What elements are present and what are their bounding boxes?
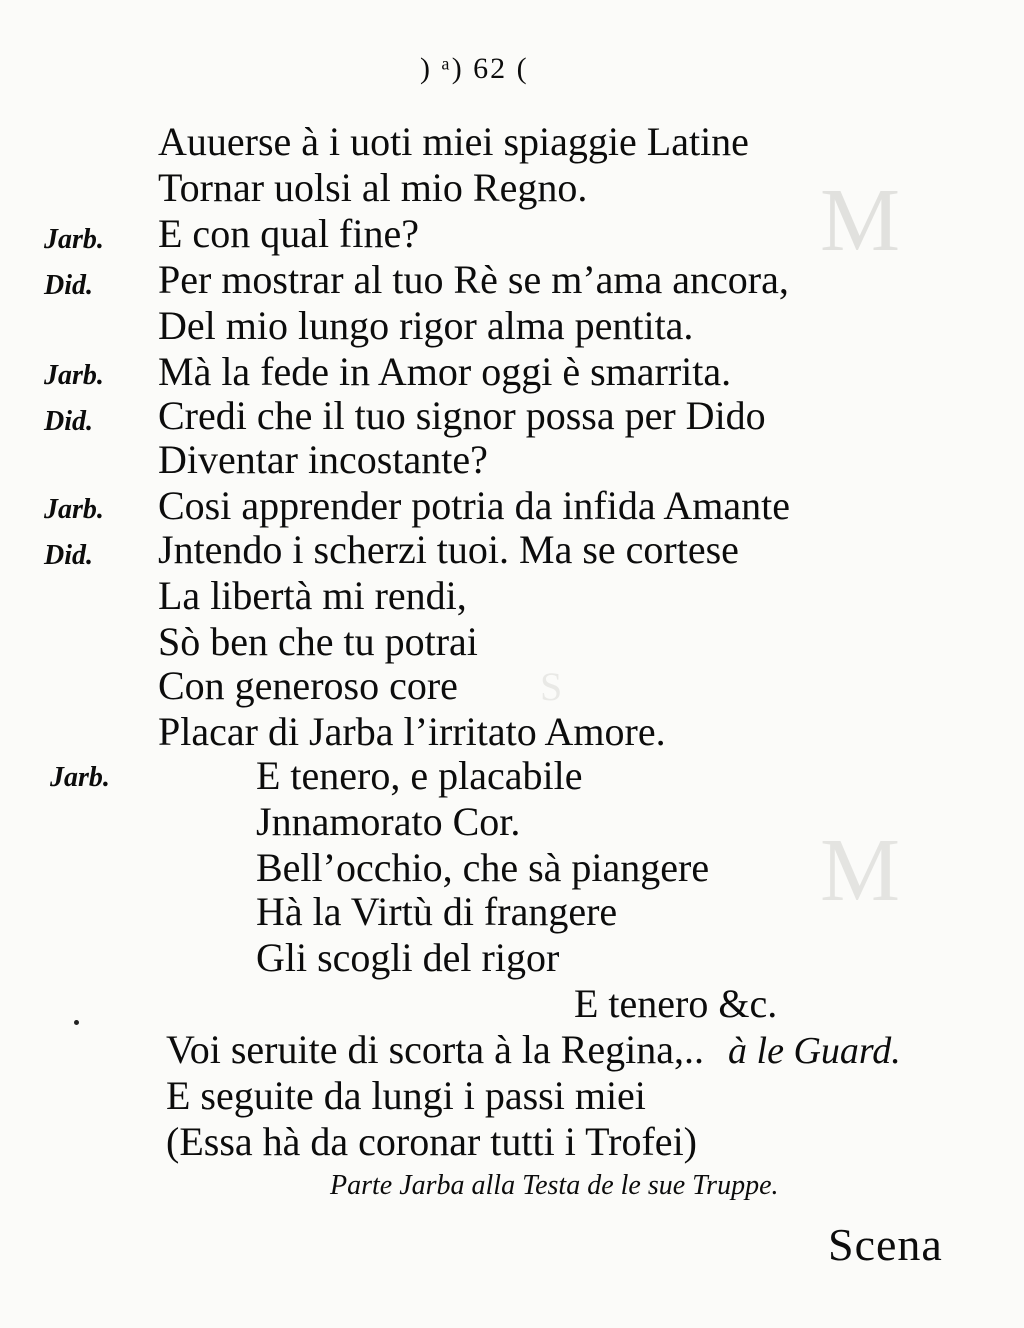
verse-line: La libertà mi rendi,: [158, 573, 467, 618]
catchword: Scena: [828, 1219, 943, 1270]
inline-stage-direction: à le Guard.: [728, 1030, 901, 1072]
verse-line: Del mio lungo rigor alma pentita.: [158, 303, 694, 348]
verse-line: Diventar incostante?: [158, 437, 488, 482]
speaker-label: Jarb.: [44, 494, 104, 525]
aria-da-capo: E tenero &c.: [574, 981, 778, 1026]
verse-line: E seguite da lungi i passi miei: [166, 1073, 646, 1118]
verse-text: Voi seruite di scorta à la Regina,..: [166, 1027, 705, 1072]
verse-line: Con generoso core: [158, 663, 458, 708]
speaker-label: Jarb.: [44, 360, 104, 391]
speaker-label: Did.: [44, 540, 93, 571]
bleed-glyph: S: [540, 664, 563, 709]
page-number: ) ᵃ) 62 (: [420, 52, 529, 85]
aria-line: Gli scogli del rigor: [256, 935, 560, 980]
ink-dot: [74, 1020, 79, 1025]
verse-line: [166, 1028, 901, 1073]
bleed-glyph: M: [820, 171, 901, 270]
verse-line: Credi che il tuo signor possa per Dido: [158, 393, 766, 438]
stage-direction: Parte Jarba alla Testa de le sue Truppe.: [330, 1170, 779, 1201]
verse-line: Jntendo i scherzi tuoi. Ma se cortese: [158, 527, 739, 572]
verse-line: Sò ben che tu potrai: [158, 619, 478, 664]
verse-line: E con qual fine?: [158, 211, 419, 256]
aria-line: Jnnamorato Cor.: [256, 799, 521, 844]
verse-line: Auuerse à i uoti miei spiaggie Latine: [158, 119, 749, 164]
verse-line: Per mostrar al tuo Rè se m’ama ancora,: [158, 257, 789, 302]
verse-line: Tornar uolsi al mio Regno.: [158, 165, 588, 210]
aria-line: E tenero, e placabile: [256, 753, 583, 798]
aria-line: Bell’occhio, che sà piangere: [256, 845, 710, 890]
speaker-label: Jarb.: [50, 762, 110, 793]
verse-line: Placar di Jarba l’irritato Amore.: [158, 709, 666, 754]
verse-line: Mà la fede in Amor oggi è smarrita.: [158, 349, 732, 394]
speaker-label: Jarb.: [44, 224, 104, 255]
bleed-glyph: M: [820, 821, 901, 920]
aria-line: Hà la Virtù di frangere: [256, 889, 618, 934]
verse-line: Cosi apprender potria da infida Amante: [158, 483, 791, 528]
verse-line: (Essa hà da coronar tutti i Trofei): [166, 1119, 697, 1164]
speaker-label: Did.: [44, 270, 93, 301]
speaker-label: Did.: [44, 406, 93, 437]
